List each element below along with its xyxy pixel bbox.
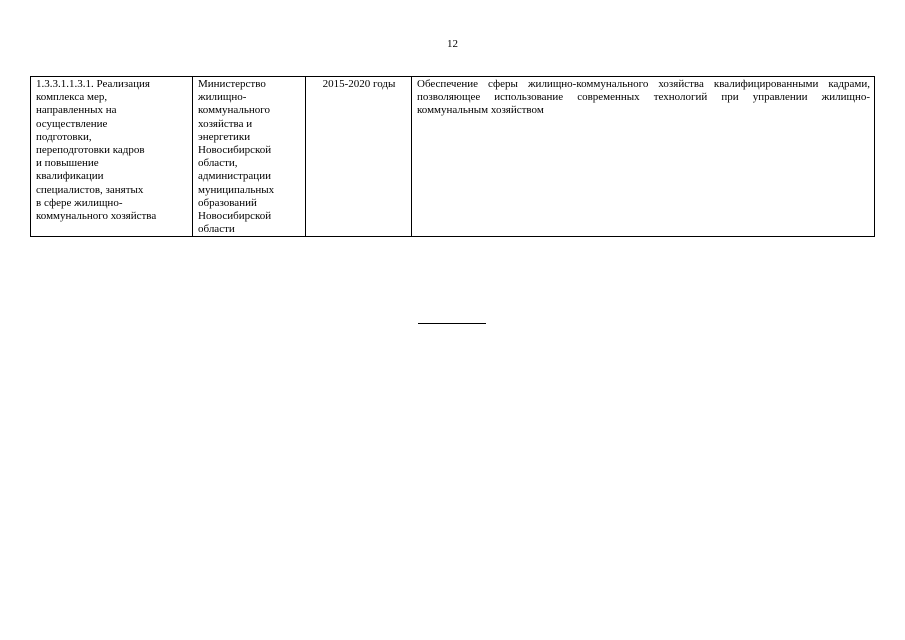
measure-text-line: комплекса мер, [36,91,108,104]
table-row [31,77,875,237]
executor-cell [193,77,306,237]
result-cell [412,77,875,237]
executor-text-line: образований [198,196,257,209]
measure-text-line: коммунального хозяйства [36,210,157,223]
measure-text-line: направленных на [36,104,117,117]
executor-text-line: администрации [198,170,271,183]
result-text: Обеспечение сферы жилищно-коммунального хозяйства квалифицированными кадрами, позволяющее использование современных технологий при управлении жилищно-коммунальным хозяйством [417,78,870,117]
executor-text-line: области [198,223,235,236]
measure-text-line: в сфере жилищно- [36,196,123,209]
executor-text-line: Министерство [198,78,266,90]
measure-text-line: квалификации [36,170,104,183]
measure-cell [31,77,193,237]
measure-text-line: переподготовки кадров [36,144,145,157]
page-number: 12 [447,38,458,50]
measure-text-line: осуществление [36,117,108,130]
executor-text-line: муниципальных [198,183,275,196]
measure-text-line: специалистов, занятых [36,183,144,196]
executor-text-line: Новосибирской [198,144,272,157]
measure-text-line: подготовки, [36,130,92,143]
executor-text-line: коммунального [198,104,270,117]
measure-text-line: и повышение [36,157,99,170]
end-divider-line [418,323,486,324]
executor-text-line: Новосибирской [198,210,272,223]
executor-text-line: хозяйства и [198,117,253,130]
period-cell [306,77,412,237]
executor-text-line: области, [198,157,238,170]
period-text: 2015-2020 годы [322,78,396,90]
measure-text-line: 1.3.3.1.1.3.1. Реализация [36,78,150,90]
executor-text-line: жилищно- [198,91,247,104]
program-measures-table [30,76,875,237]
executor-text-line: энергетики [198,130,251,143]
